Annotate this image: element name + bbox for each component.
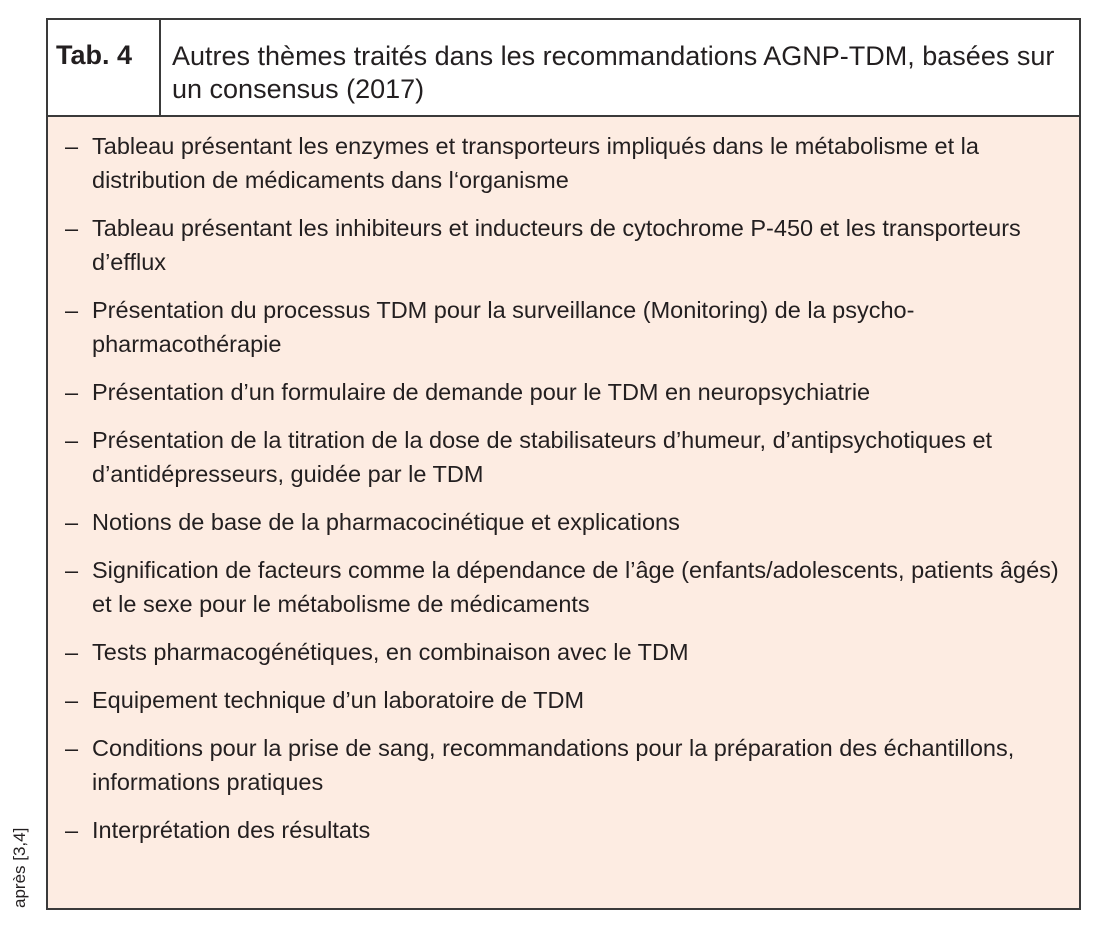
list-item [65,553,1059,621]
dash-bullet: – [65,735,79,761]
dash-bullet: – [65,297,79,323]
list-item-text: Equipement technique d’un laboratoire de TDM [92,687,585,713]
list-item-text: Présentation de la titration de la dose de stabilisateurs d’humeur, d’antipsychotiques et d’antidépresseurs, guidée par le TDM [92,427,993,487]
dash-bullet: – [65,687,79,713]
dash-bullet: – [65,557,79,583]
list-item-text: Présentation du processus TDM pour la surveillance (Monitoring) de la psycho-pharmacothérapie [92,297,915,357]
table-title: Autres thèmes traités dans les recommandations AGNP-TDM, basées sur un consensus (2017) [172,41,1055,104]
list-item [65,683,1059,717]
source-note: après [3,4] [10,827,29,908]
list-item-text: Tests pharmacogénétiques, en combinaison avec le TDM [92,639,689,665]
list-item [65,293,1059,361]
table-label: Tab. 4 [48,20,161,115]
dash-bullet: – [65,133,79,159]
list-item [65,211,1059,279]
list-item-text: Notions de base de la pharmacocinétique et explications [92,509,680,535]
dash-bullet: – [65,509,79,535]
dash-bullet: – [65,379,79,405]
dash-bullet: – [65,639,79,665]
list-item [65,129,1059,197]
dash-bullet: – [65,427,79,453]
topic-list [48,117,1079,847]
dash-bullet: – [65,817,79,843]
list-item-text: Conditions pour la prise de sang, recommandations pour la préparation des échantillons, informations pratiques [92,735,1015,795]
table-header [48,20,1079,117]
list-item-text: Signification de facteurs comme la dépendance de l’âge (enfants/adolescents, patients âgés) et le sexe pour le métabolisme de médicaments [92,557,1059,617]
list-item-text: Tableau présentant les enzymes et transporteurs impliqués dans le métabolisme et la distribution de médicaments dans l‘organisme [92,133,979,193]
table-box [46,18,1081,910]
list-item-text: Interprétation des résultats [92,817,371,843]
list-item [65,813,1059,847]
list-item [65,423,1059,491]
list-item [65,635,1059,669]
list-item [65,505,1059,539]
list-item [65,731,1059,799]
list-item-text: Présentation d’un formulaire de demande pour le TDM en neuropsychiatrie [92,379,871,405]
list-item-text: Tableau présentant les inhibiteurs et inducteurs de cytochrome P-450 et les transporteurs d’efflux [92,215,1021,275]
list-item [65,375,1059,409]
dash-bullet: – [65,215,79,241]
